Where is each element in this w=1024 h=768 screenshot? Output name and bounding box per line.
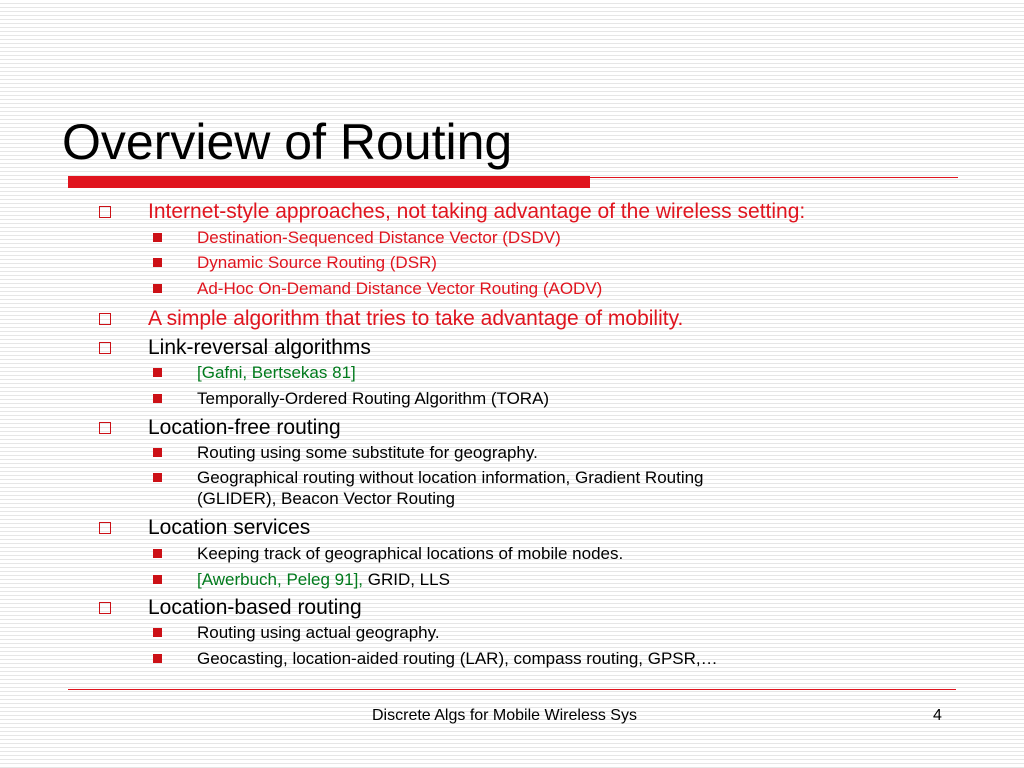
- bullet-item: [148, 415, 341, 441]
- sub-bullet-item: [197, 467, 704, 488]
- sub-bullet-item: [197, 252, 437, 273]
- bullet-text: Link-reversal algorithms: [148, 336, 371, 359]
- sub-bullet-item: [197, 488, 455, 509]
- bullet-item: [148, 199, 805, 225]
- bullet-text-segment: [Awerbuch, Peleg 91],: [197, 570, 364, 589]
- sub-bullet-item: [197, 362, 356, 383]
- hollow-square-bullet-icon: [99, 522, 111, 534]
- filled-square-bullet-icon: [153, 233, 162, 242]
- bullet-text: Location services: [148, 516, 311, 539]
- filled-square-bullet-icon: [153, 368, 162, 377]
- bullet-text: Location-based routing: [148, 596, 362, 619]
- filled-square-bullet-icon: [153, 549, 162, 558]
- bullet-text: Routing using actual geography.: [197, 623, 440, 642]
- filled-square-bullet-icon: [153, 394, 162, 403]
- sub-bullet-item: [197, 227, 561, 248]
- hollow-square-bullet-icon: [99, 206, 111, 218]
- bullet-text: A simple algorithm that tries to take advantage of mobility.: [148, 307, 684, 330]
- sub-bullet-item: [197, 622, 440, 643]
- sub-bullet-item: [197, 388, 549, 409]
- sub-bullet-item: [197, 442, 538, 463]
- sub-bullet-item: [197, 648, 718, 669]
- bullet-text: Internet-style approaches, not taking advantage of the wireless setting:: [148, 200, 806, 223]
- filled-square-bullet-icon: [153, 448, 162, 457]
- slide-title: Overview of Routing: [62, 114, 513, 170]
- bullet-text: Dynamic Source Routing (DSR): [197, 253, 437, 272]
- bullet-text: Geocasting, location-aided routing (LAR), compass routing, GPSR,…: [197, 649, 718, 668]
- bullet-item: [148, 515, 310, 541]
- bullet-text: (GLIDER), Beacon Vector Routing: [197, 489, 455, 508]
- filled-square-bullet-icon: [153, 284, 162, 293]
- bullet-text: Temporally-Ordered Routing Algorithm (TORA): [197, 389, 550, 408]
- bullet-text: Location-free routing: [148, 416, 341, 439]
- bullet-text: Ad-Hoc On-Demand Distance Vector Routing (AODV): [197, 279, 603, 298]
- bullet-item: [148, 595, 362, 621]
- filled-square-bullet-icon: [153, 654, 162, 663]
- footer-text: Discrete Algs for Mobile Wireless Sys: [372, 707, 637, 724]
- bullet-text-segment: GRID, LLS: [363, 570, 450, 589]
- bullet-item: [148, 335, 371, 361]
- sub-bullet-item: [197, 543, 623, 564]
- filled-square-bullet-icon: [153, 628, 162, 637]
- hollow-square-bullet-icon: [99, 313, 111, 325]
- hollow-square-bullet-icon: [99, 342, 111, 354]
- bullet-text: Keeping track of geographical locations of mobile nodes.: [197, 544, 624, 563]
- bullet-text: [Gafni, Bertsekas 81]: [197, 363, 356, 382]
- bullet-text: Destination-Sequenced Distance Vector (DSDV): [197, 228, 561, 247]
- filled-square-bullet-icon: [153, 258, 162, 267]
- sub-bullet-item: [197, 278, 602, 299]
- footer-divider: [68, 689, 956, 690]
- hollow-square-bullet-icon: [99, 602, 111, 614]
- filled-square-bullet-icon: [153, 473, 162, 482]
- bullet-item: [148, 306, 683, 332]
- sub-bullet-item: [197, 569, 450, 590]
- bullet-text: Geographical routing without location information, Gradient Routing: [197, 468, 704, 487]
- page-number: 4: [933, 707, 942, 724]
- filled-square-bullet-icon: [153, 575, 162, 584]
- hollow-square-bullet-icon: [99, 422, 111, 434]
- bullet-text: Routing using some substitute for geography.: [197, 443, 538, 462]
